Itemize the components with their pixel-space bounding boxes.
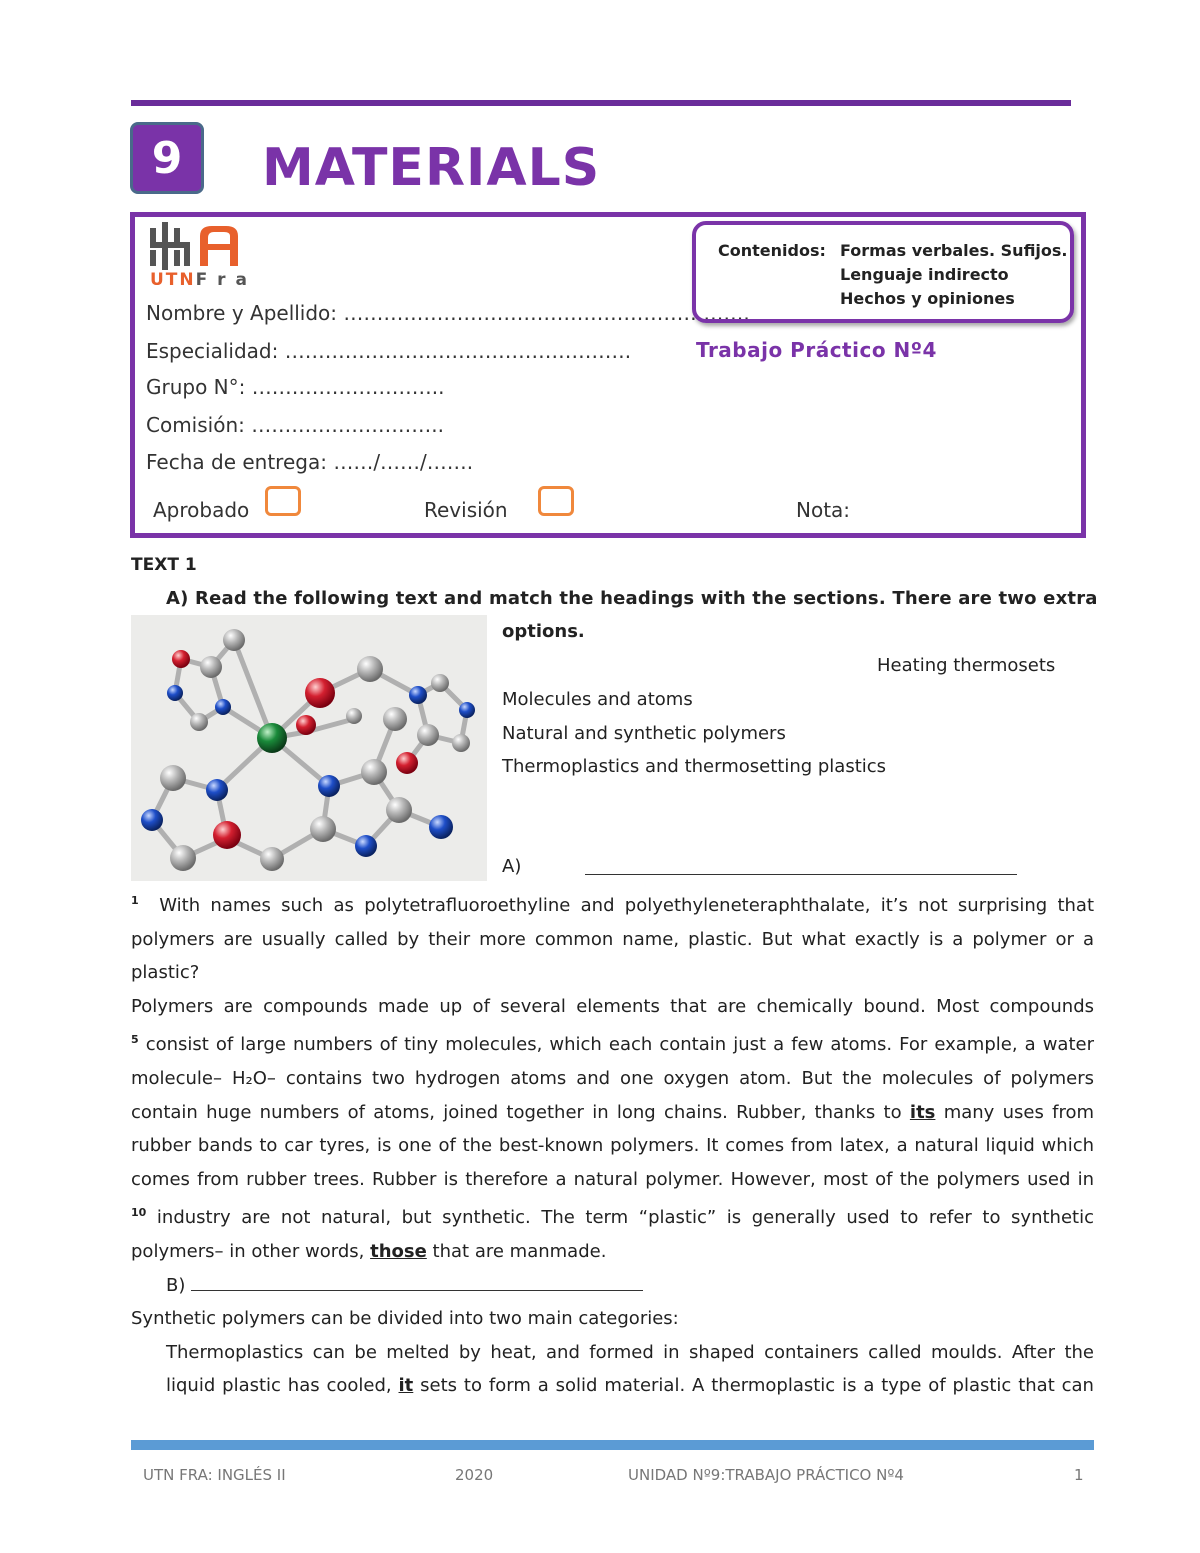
contents-box <box>692 221 1074 323</box>
text-line <box>131 1235 1094 1269</box>
answer-b-blank[interactable] <box>191 1272 643 1291</box>
commission-field[interactable]: Comisión: ……………………….. <box>146 413 444 437</box>
text-line: Synthetic polymers can be divided into two main categories: <box>131 1308 679 1330</box>
text-line: comes from rubber trees. Rubber is therefore a natural polymer. However, most of the polymers used in <box>131 1168 1094 1190</box>
text-line <box>131 1023 1094 1062</box>
footer-course: UTN FRA: INGLÉS II <box>143 1466 286 1484</box>
contents-label: Contenidos: <box>718 241 826 260</box>
text-line-content: liquid plastic has cooled, <box>166 1375 392 1397</box>
text-line: rubber bands to car tyres, is one of the best-known polymers. It comes from latex, a natural liquid which <box>131 1135 1094 1157</box>
underlined-reference: its <box>909 1101 936 1123</box>
practical-work-title: Trabajo Práctico Nº4 <box>696 338 937 362</box>
instruction-line: A) Read the following text and match the headings with the sections. There are two extra <box>166 588 1098 609</box>
revision-checkbox[interactable] <box>538 486 574 516</box>
text-line: plastic? <box>131 962 200 984</box>
instruction-line: options. <box>502 621 585 642</box>
top-rule <box>131 100 1071 106</box>
text-line: polymers are usually called by their more common name, plastic. But what exactly is a polymer or a <box>131 928 1094 950</box>
group-field[interactable]: Grupo N°: ……………………….. <box>146 375 445 399</box>
footer-rule <box>131 1440 1094 1450</box>
due-date-field[interactable]: Fecha de entrega: ……/……/……. <box>146 450 474 474</box>
unit-title: MATERIALS <box>262 138 601 198</box>
answer-a-label: A) <box>502 856 522 877</box>
logo-utn: UTN <box>150 270 196 290</box>
text-body <box>131 884 1094 1403</box>
text-line <box>131 1369 1094 1403</box>
heading-option: Thermoplastics and thermosetting plastics <box>502 756 887 777</box>
text-line: Thermoplastics can be melted by heat, and formed in shaped containers called moulds. After the <box>166 1341 1094 1363</box>
text-line <box>131 1096 1094 1130</box>
text-line-content: that are manmade. <box>432 1240 607 1262</box>
grade-label: Nota: <box>796 498 851 522</box>
utn-logo-text <box>150 270 249 290</box>
text-heading: TEXT 1 <box>131 555 197 575</box>
line-number: 5 <box>131 1033 139 1047</box>
text-line-content: With names such as polytetrafluoroethyline and polyethyleneteraphthalate, it’s not surprising that <box>159 895 1095 916</box>
line-number: 1 <box>131 894 139 907</box>
heading-option: Heating thermosets <box>877 655 1056 676</box>
approved-label: Aprobado <box>153 498 250 522</box>
text-line-content: contain huge numbers of atoms, joined together in long chains. Rubber, thanks to <box>131 1101 902 1123</box>
heading-option: Natural and synthetic polymers <box>502 723 786 744</box>
text-line-content: industry are not natural, but synthetic. The term “plastic” is generally used to refer to synthetic <box>156 1207 1094 1229</box>
text-line: molecule– H₂O– contains two hydrogen atoms and one oxygen atom. But the molecules of polymers <box>131 1067 1094 1089</box>
answer-a-blank[interactable] <box>585 856 1017 875</box>
text-line-content: sets to form a solid material. A thermoplastic is a type of plastic that can <box>420 1375 1094 1397</box>
footer-unit: UNIDAD Nº9:TRABAJO PRÁCTICO Nº4 <box>628 1466 904 1484</box>
contents-item: Formas verbales. Sufijos. <box>840 241 1068 260</box>
underlined-reference: it <box>398 1375 414 1397</box>
unit-number-badge: 9 <box>130 122 204 194</box>
text-line-content: polymers– in other words, <box>131 1240 365 1262</box>
text-line: Polymers are compounds made up of several elements that are chemically bound. Most compounds <box>131 995 1094 1017</box>
underlined-reference: those <box>370 1240 427 1262</box>
line-number: 10 <box>131 1206 147 1220</box>
molecule-image <box>131 615 487 881</box>
text-line-content: many uses from <box>943 1101 1094 1123</box>
contents-item: Lenguaje indirecto <box>840 265 1009 284</box>
specialty-field[interactable]: Especialidad: ……………………………………………. <box>146 339 632 363</box>
name-field[interactable]: Nombre y Apellido: ……………………………………………………. <box>146 301 750 325</box>
heading-option: Molecules and atoms <box>502 689 693 710</box>
text-line-content: consist of large numbers of tiny molecules, which each contain just a few atoms. For example, a water <box>145 1034 1094 1056</box>
text-line <box>131 1196 1094 1235</box>
footer-year: 2020 <box>455 1466 494 1484</box>
revision-label: Revisión <box>424 498 508 522</box>
approved-checkbox[interactable] <box>265 486 301 516</box>
answer-b-label: B) <box>166 1274 186 1296</box>
text-line <box>131 884 1094 923</box>
logo-fra: F r a <box>195 270 249 290</box>
footer-page-number: 1 <box>1074 1466 1084 1484</box>
contents-item: Hechos y opiniones <box>840 289 1015 308</box>
text-line <box>131 1269 1094 1303</box>
